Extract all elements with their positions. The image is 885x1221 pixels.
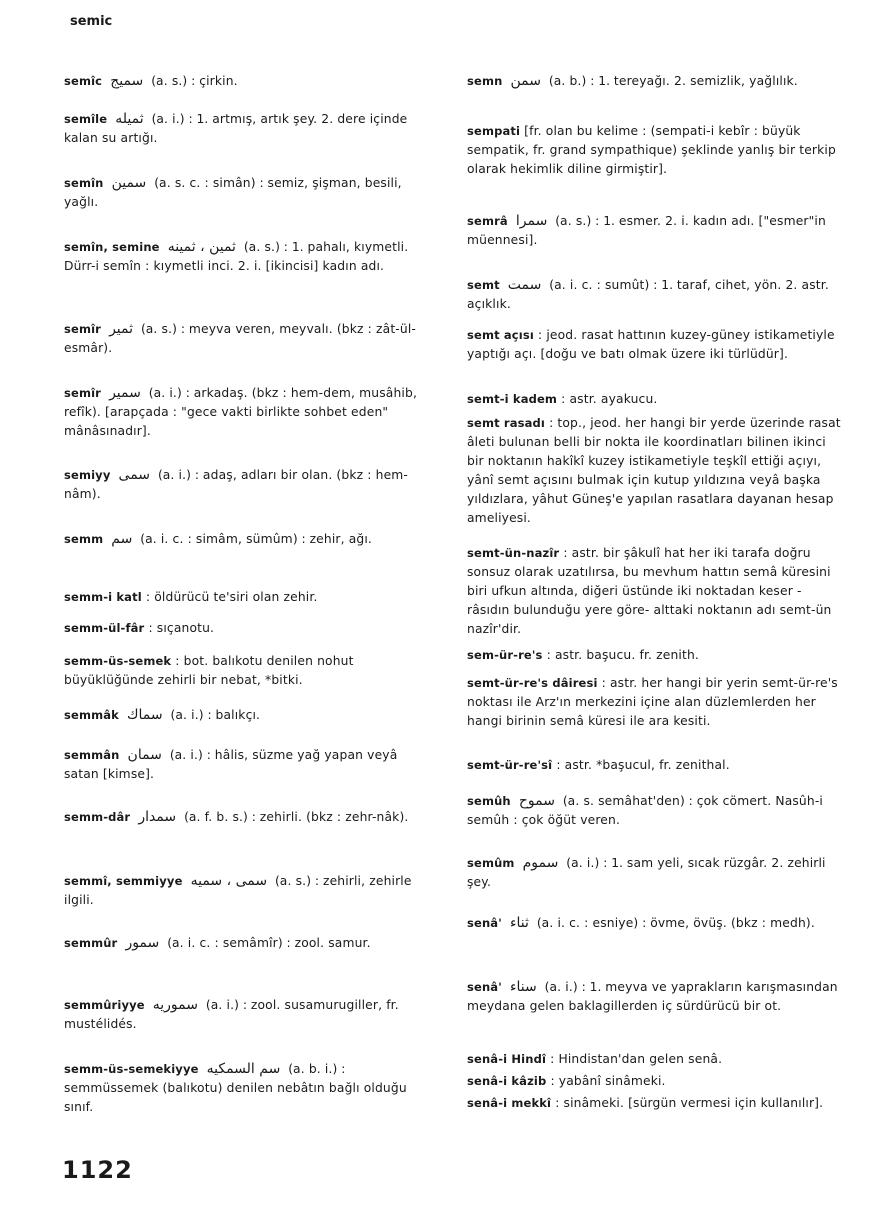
dictionary-entry bbox=[64, 238, 436, 276]
entry-ottoman-script: سمى bbox=[118, 467, 151, 483]
entry-ottoman-script: ثناء bbox=[509, 915, 529, 931]
entry-definition: : top., jeod. her hangi bir yerde üzerinde rasat âleti bulunan belli bir nokta ile koordinatları bilinen ikinci bir noktanın hakîkî kuzey istikametiyle teşkîl ettiği açıyı, yânî semt açısını bulmak için kutup yıldızına veyâ başka yıldızlara, yâhut Güneş'e yapılan rasatlara dayanan hesap ameliyesi. bbox=[467, 416, 841, 525]
entry-ottoman-script: سم bbox=[111, 531, 133, 547]
entry-headword: semm-dâr bbox=[64, 810, 131, 824]
dictionary-entry bbox=[64, 72, 436, 91]
entry-headword: semt-ür-re's dâiresi bbox=[467, 676, 598, 690]
entry-headword: semmûriyye bbox=[64, 998, 145, 1012]
dictionary-entry bbox=[467, 544, 843, 639]
entry-definition: (a. i. c. : esniye) : övme, övüş. (bkz : medh). bbox=[536, 916, 815, 930]
dictionary-entry bbox=[467, 854, 843, 892]
dictionary-entry bbox=[64, 652, 436, 690]
entry-headword: semûh bbox=[467, 794, 511, 808]
entry-definition: (a. i.) : adaş, adları bir olan. (bkz : hem-nâm). bbox=[64, 468, 408, 501]
dictionary-entry bbox=[467, 792, 843, 830]
dictionary-entry bbox=[64, 872, 436, 910]
dictionary-entry bbox=[64, 320, 436, 358]
dictionary-entry bbox=[64, 706, 436, 725]
entry-ottoman-script: ثمير bbox=[109, 321, 134, 337]
entry-definition: (a. b. i.) : semmüssemek (balıkotu) denilen nebâtın bağlı olduğu sınıf. bbox=[64, 1062, 407, 1114]
dictionary-entry bbox=[64, 174, 436, 212]
dictionary-entry bbox=[467, 326, 843, 364]
entry-definition: : sıçanotu. bbox=[148, 621, 215, 635]
dictionary-entry bbox=[64, 996, 436, 1034]
entry-ottoman-script: سمين bbox=[111, 175, 147, 191]
entry-headword: semrâ bbox=[467, 214, 508, 228]
entry-ottoman-script: سماك bbox=[126, 707, 163, 723]
page-number: 1122 bbox=[62, 1156, 133, 1184]
entry-ottoman-script: سمرا bbox=[515, 213, 548, 229]
dictionary-entry bbox=[64, 934, 436, 953]
entry-headword: senâ-i mekkî bbox=[467, 1096, 552, 1110]
entry-definition: (a. f. b. s.) : zehirli. (bkz : zehr-nâk). bbox=[184, 810, 409, 824]
entry-ottoman-script: سمدار bbox=[138, 809, 177, 825]
entry-headword: sem-ür-re's bbox=[467, 648, 543, 662]
entry-ottoman-script: ثمين ، ثمينه bbox=[167, 239, 236, 255]
entry-headword: semmî, semmiyye bbox=[64, 874, 183, 888]
entry-headword: semîn bbox=[64, 176, 104, 190]
entry-definition: : astr. ayakucu. bbox=[561, 392, 658, 406]
entry-definition: (a. i. c. : semâmîr) : zool. samur. bbox=[167, 936, 371, 950]
entry-definition: : yabânî sinâmeki. bbox=[550, 1074, 666, 1088]
dictionary-entry bbox=[64, 1060, 436, 1117]
dictionary-entry bbox=[64, 384, 436, 441]
running-head: semic bbox=[70, 14, 113, 29]
dictionary-entry bbox=[467, 414, 843, 528]
entry-ottoman-script: سمور bbox=[125, 935, 160, 951]
entry-headword: sempati bbox=[467, 124, 521, 138]
entry-headword: semûm bbox=[467, 856, 515, 870]
entry-definition: : astr. *başucul, fr. zenithal. bbox=[556, 758, 730, 772]
entry-definition: (a. s. semâhat'den) : çok cömert. Nasûh-i semûh : çok öğüt veren. bbox=[467, 794, 823, 827]
entry-headword: semm-ül-fâr bbox=[64, 621, 145, 635]
entry-definition: (a. i. c. : simâm, sümûm) : zehir, ağı. bbox=[140, 532, 372, 546]
entry-ottoman-script: سموريه bbox=[152, 997, 198, 1013]
entry-definition: : astr. başucu. fr. zenith. bbox=[546, 648, 699, 662]
entry-definition: (a. i.) : 1. sam yeli, sıcak rüzgâr. 2. zehirli şey. bbox=[467, 856, 826, 889]
dictionary-entry bbox=[467, 978, 843, 1016]
entry-headword: senâ' bbox=[467, 916, 502, 930]
entry-ottoman-script: سم السمكيه bbox=[206, 1061, 281, 1077]
entry-headword: semmûr bbox=[64, 936, 118, 950]
dictionary-entry bbox=[467, 122, 843, 179]
entry-definition: : öldürücü te'siri olan zehir. bbox=[145, 590, 318, 604]
dictionary-entry bbox=[64, 746, 436, 784]
dictionary-entry bbox=[64, 110, 436, 148]
entry-headword: semt açısı bbox=[467, 328, 534, 342]
entry-definition: (a. b.) : 1. tereyağı. 2. semizlik, yağlılık. bbox=[548, 74, 798, 88]
entry-definition: : Hindistan'dan gelen senâ. bbox=[550, 1052, 723, 1066]
entry-definition: : bot. balıkotu denilen nohut büyüklüğünde zehirli bir nebat, *bitki. bbox=[64, 654, 354, 687]
entry-headword: semmân bbox=[64, 748, 120, 762]
entry-headword: semm-üs-semek bbox=[64, 654, 172, 668]
entry-headword: senâ' bbox=[467, 980, 502, 994]
dictionary-entry bbox=[467, 276, 843, 314]
entry-headword: semîle bbox=[64, 112, 108, 126]
dictionary-entry bbox=[467, 1050, 843, 1069]
dictionary-entry bbox=[467, 674, 843, 731]
dictionary-entry bbox=[467, 756, 843, 775]
entry-ottoman-script: سمى ، سميه bbox=[190, 873, 268, 889]
entry-definition: (a. s.) : çirkin. bbox=[151, 74, 238, 88]
dictionary-entry bbox=[64, 466, 436, 504]
entry-definition: : jeod. rasat hattının kuzey-güney istikametiyle yaptığı açı. [doğu ve batı olmak üzere iki türlüdür]. bbox=[467, 328, 835, 361]
entry-definition: (a. i.) : hâlis, süzme yağ yapan veyâ satan [kimse]. bbox=[64, 748, 398, 781]
entry-headword: semt rasadı bbox=[467, 416, 545, 430]
entry-headword: semm bbox=[64, 532, 104, 546]
dictionary-entry bbox=[467, 72, 843, 91]
entry-headword: semîn, semine bbox=[64, 240, 160, 254]
entry-ottoman-script: سناء bbox=[509, 979, 537, 995]
entry-ottoman-script: سموح bbox=[518, 793, 555, 809]
entry-headword: senâ-i Hindî bbox=[467, 1052, 547, 1066]
entry-definition: : sinâmeki. [sürgün vermesi için kullanılır]. bbox=[555, 1096, 824, 1110]
dictionary-entry bbox=[467, 646, 843, 665]
entry-definition: (a. i. c. : sumût) : 1. taraf, cihet, yön. 2. astr. açıklık. bbox=[467, 278, 829, 311]
entry-definition: (a. s.) : 1. esmer. 2. i. kadın adı. ["esmer"in müennesi]. bbox=[467, 214, 826, 247]
entry-headword: semîc bbox=[64, 74, 103, 88]
entry-definition: (a. i.) : 1. meyva ve yaprakların karışmasından meydana gelen baklagillerden iç sürdürücü bir ot. bbox=[467, 980, 838, 1013]
entry-headword: semt-i kadem bbox=[467, 392, 558, 406]
entry-definition: : astr. her hangi bir yerin semt-ür-re's noktası ile Arz'ın merkezini içine alan düzlemlerden her hangi birinin semâ küresi ile ara kesiti. bbox=[467, 676, 838, 728]
dictionary-entry bbox=[467, 1094, 843, 1113]
entry-definition: [fr. olan bu kelime : (sempati-i kebîr : büyük sempatik, fr. grand sympathique) şeklinde yanlış bir terkip olarak hekimlik diline girmiştir]. bbox=[467, 124, 836, 176]
dictionary-entry bbox=[64, 530, 436, 549]
entry-definition: (a. i.) : balıkçı. bbox=[170, 708, 261, 722]
entry-headword: semn bbox=[467, 74, 503, 88]
entry-headword: semiyy bbox=[64, 468, 111, 482]
dictionary-entry bbox=[467, 390, 843, 409]
dictionary-entry bbox=[467, 1072, 843, 1091]
entry-headword: semîr bbox=[64, 322, 101, 336]
entry-headword: senâ-i kâzib bbox=[467, 1074, 547, 1088]
entry-definition: : astr. bir şâkulî hat her iki tarafa doğru sonsuz olarak uzatılırsa, bu mevhum hattın semâ küresini biri ufkun altında, diğeri üstünde iki noktadan keser -râsıdın bulunduğu yere göre- alttaki noktanın adı semt-ün nazîr'dir. bbox=[467, 546, 832, 636]
entry-ottoman-script: سمان bbox=[127, 747, 162, 763]
entry-ottoman-script: ثميله bbox=[115, 111, 144, 127]
entry-definition: (a. i.) : 1. artmış, artık şey. 2. dere içinde kalan su artığı. bbox=[64, 112, 408, 145]
dictionary-entry bbox=[467, 212, 843, 250]
entry-definition: (a. i.) : zool. susamurugiller, fr. mustélidés. bbox=[64, 998, 399, 1031]
entry-ottoman-script: سمن bbox=[510, 73, 541, 89]
entry-headword: semt-ür-re'sî bbox=[467, 758, 553, 772]
entry-definition: (a. s.) : zehirli, zehirle ilgili. bbox=[64, 874, 412, 907]
entry-ottoman-script: سمير bbox=[109, 385, 141, 401]
dictionary-entry bbox=[467, 914, 843, 933]
entry-definition: (a. s.) : meyva veren, meyvalı. (bkz : zât-ül-esmâr). bbox=[64, 322, 416, 355]
entry-headword: semîr bbox=[64, 386, 101, 400]
entry-headword: semmâk bbox=[64, 708, 119, 722]
entry-headword: semm-i katl bbox=[64, 590, 142, 604]
entry-ottoman-script: سمت bbox=[507, 277, 542, 293]
entry-definition: (a. s. c. : simân) : semiz, şişman, besili, yağlı. bbox=[64, 176, 402, 209]
entry-headword: semt bbox=[467, 278, 500, 292]
dictionary-entry bbox=[64, 808, 436, 827]
entry-headword: semt-ün-nazîr bbox=[467, 546, 560, 560]
entry-definition: (a. s.) : 1. pahalı, kıymetli. Dürr-i semîn : kıymetli inci. 2. i. [ikincisi] kadın adı. bbox=[64, 240, 409, 273]
dictionary-entry bbox=[64, 619, 436, 638]
entry-headword: semm-üs-semekiyye bbox=[64, 1062, 199, 1076]
entry-ottoman-script: سميج bbox=[110, 73, 144, 89]
entry-ottoman-script: سموم bbox=[522, 855, 559, 871]
entry-definition: (a. i.) : arkadaş. (bkz : hem-dem, musâhib, refîk). [arapçada : "gece vakti birlikte sohbet eden" mânâsınadır]. bbox=[64, 386, 418, 438]
dictionary-entry bbox=[64, 588, 436, 607]
